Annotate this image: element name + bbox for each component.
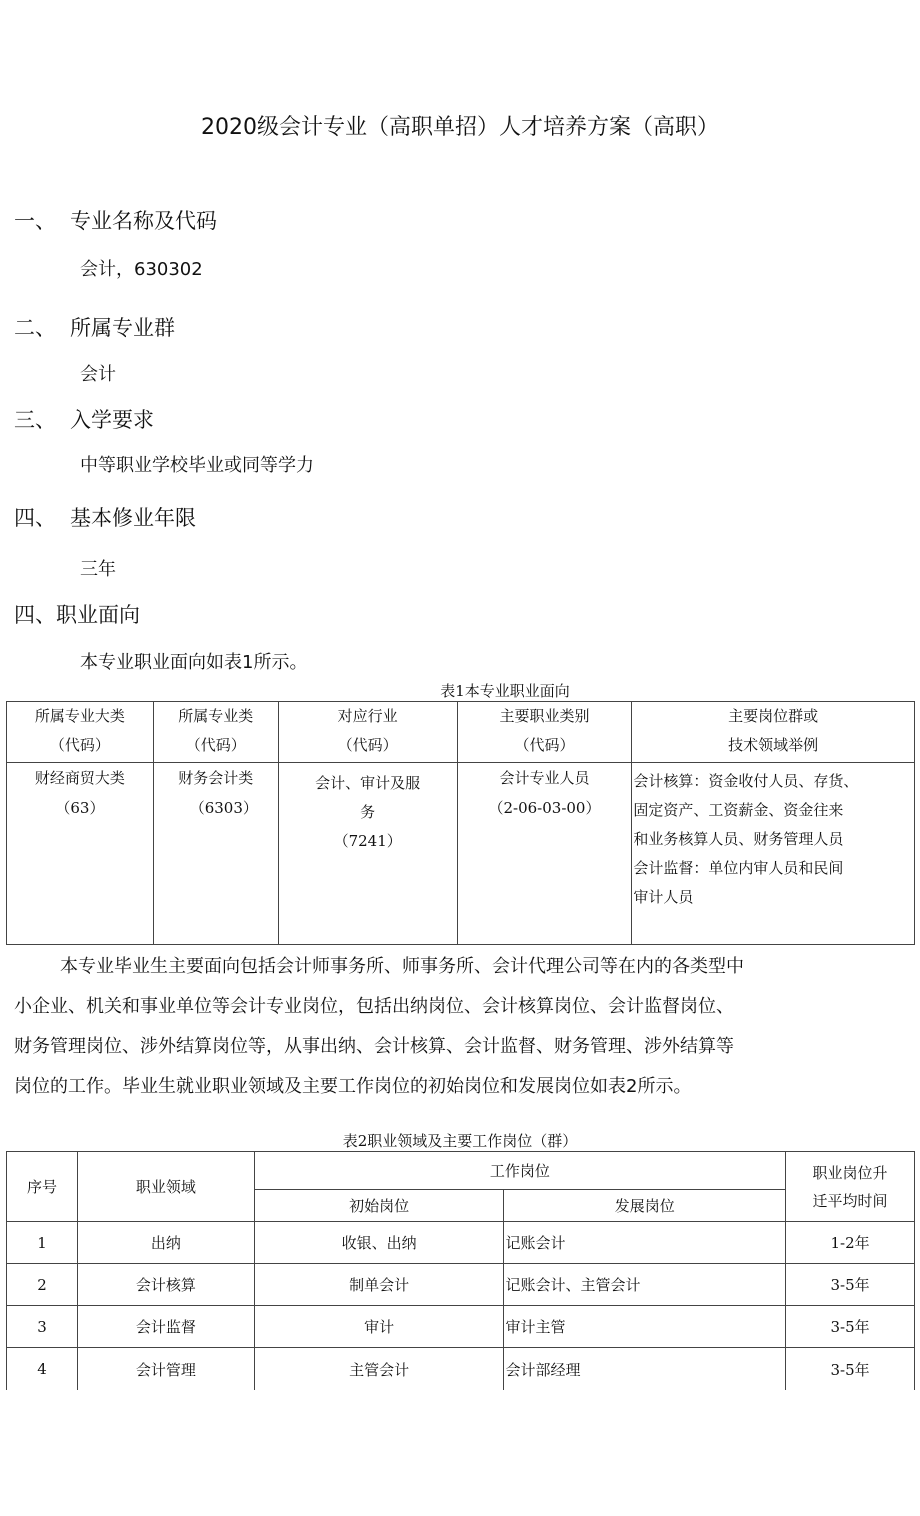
- header-cell: 初始岗位: [254, 1190, 504, 1222]
- table1-caption: 表1本专业职业面向: [440, 682, 570, 700]
- occupation-table: [6, 701, 915, 945]
- table-cell: 1: [7, 1222, 78, 1264]
- body-paragraph: 本专业毕业生主要面向包括会计师事务所、师事务所、会计代理公司等在内的各类型中 小企业、机关和事业单位等会计专业岗位，包括出纳岗位、会计核算岗位、会计监督岗位、 财务管理岗位、涉外结算岗位等，从事出纳、会计核算、会计监督、财务管理、涉外结算等 岗位的工作。毕业生就业职业领域及主要工作岗位的初始岗位和发展岗位如表2所示。: [14, 956, 744, 1097]
- table-cell: 会计专业人员 （2-06-03-00）: [457, 763, 632, 945]
- table-cell: 财务会计类 （6303）: [153, 763, 278, 945]
- header-cell: 发展岗位: [504, 1190, 786, 1222]
- table-cell: 3: [7, 1306, 78, 1348]
- document-title: 2020级会计专业（高职单招）人才培养方案（高职）: [201, 115, 719, 140]
- table-row: [7, 1222, 915, 1264]
- table-cell: 3-5年: [786, 1348, 915, 1391]
- table-row: [7, 1348, 915, 1391]
- table-cell: 出纳: [77, 1222, 254, 1264]
- table-cell: 审计主管: [504, 1306, 786, 1348]
- table-cell: 审计: [254, 1306, 504, 1348]
- section-heading-1: 一、 专业名称及代码: [14, 209, 217, 233]
- table-cell: 会计部经理: [504, 1348, 786, 1391]
- table-cell: 4: [7, 1348, 78, 1391]
- header-cell: 所属专业大类 （代码）: [7, 702, 154, 763]
- table-cell: 制单会计: [254, 1264, 504, 1306]
- header-cell: 序号: [7, 1152, 78, 1222]
- section-heading-4: 四、 基本修业年限: [14, 506, 196, 530]
- table-row: [7, 1264, 915, 1306]
- section-heading-2: 二、 所属专业群: [14, 316, 175, 340]
- section-content-4: 三年: [80, 559, 116, 580]
- table-cell: 记账会计、主管会计: [504, 1264, 786, 1306]
- section-heading-5: 四、职业面向: [14, 603, 140, 627]
- table-row: [7, 763, 915, 945]
- table2-header-row: [7, 1152, 915, 1190]
- section-content-3: 中等职业学校毕业或同等学力: [80, 455, 314, 476]
- table-cell: 3-5年: [786, 1264, 915, 1306]
- career-positions-table: [6, 1151, 915, 1390]
- header-cell: 对应行业 （代码）: [278, 702, 457, 763]
- header-cell: 所属专业类 （代码）: [153, 702, 278, 763]
- table-cell: 会计核算：资金收付人员、存货、 固定资产、工资薪金、资金往来 和业务核算人员、财务管理人员 会计监督：单位内审人员和民间 审计人员: [632, 763, 915, 945]
- table-cell: 会计监督: [77, 1306, 254, 1348]
- table-cell: 收银、出纳: [254, 1222, 504, 1264]
- table-cell: 会计核算: [77, 1264, 254, 1306]
- table2-caption: 表2职业领域及主要工作岗位（群）: [342, 1132, 578, 1150]
- header-cell: 职业领域: [77, 1152, 254, 1222]
- header-cell: 工作岗位: [254, 1152, 785, 1190]
- table-cell: 会计、审计及服 务 （7241）: [278, 763, 457, 945]
- table-cell: 主管会计: [254, 1348, 504, 1391]
- table1-header-row: [7, 702, 915, 763]
- table-cell: 会计管理: [77, 1348, 254, 1391]
- section-content-5: 本专业职业面向如表1所示。: [80, 652, 308, 673]
- section-content-1: 会计，630302: [80, 259, 203, 280]
- table-cell: 记账会计: [504, 1222, 786, 1264]
- header-cell: 职业岗位升 迁平均时间: [786, 1152, 915, 1222]
- table-cell: 1-2年: [786, 1222, 915, 1264]
- table-cell: 3-5年: [786, 1306, 915, 1348]
- section-heading-3: 三、 入学要求: [14, 408, 154, 432]
- header-cell: 主要职业类别 （代码）: [457, 702, 632, 763]
- table-cell: 财经商贸大类 （63）: [7, 763, 154, 945]
- table-cell: 2: [7, 1264, 78, 1306]
- table-row: [7, 1306, 915, 1348]
- section-content-2: 会计: [80, 364, 116, 385]
- header-cell: 主要岗位群或 技术领域举例: [632, 702, 915, 763]
